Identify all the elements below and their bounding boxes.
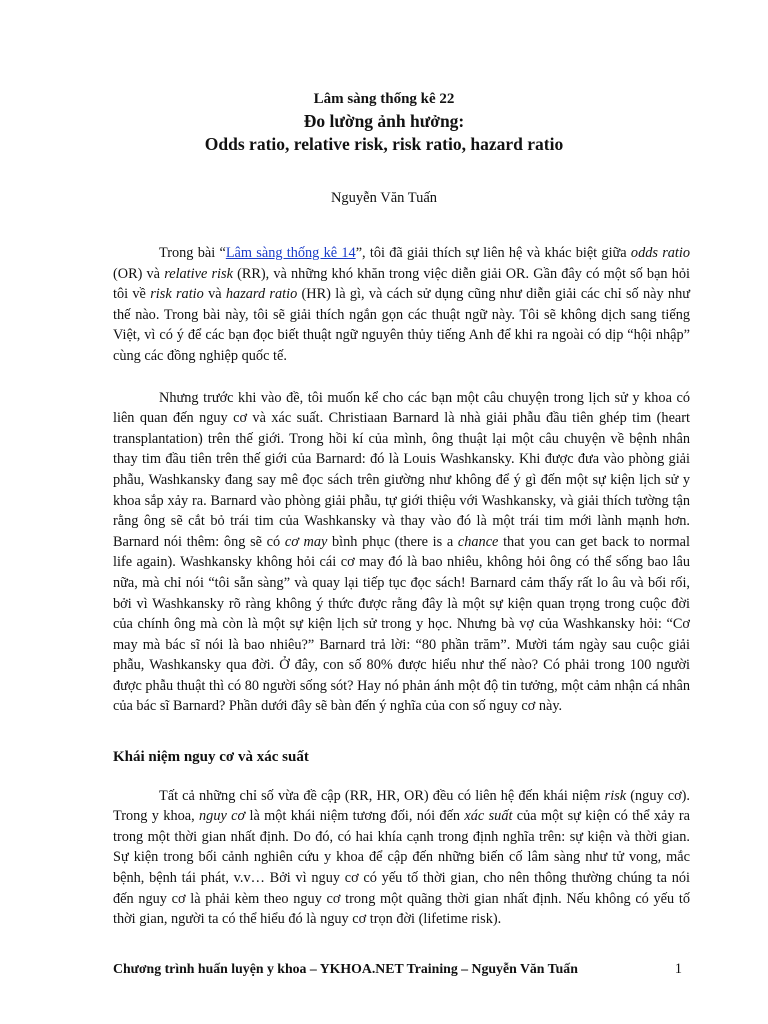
text-run: (OR) và <box>113 265 165 282</box>
paragraph-risk-concept <box>113 786 690 930</box>
term-co-may: cơ may <box>284 533 328 550</box>
text-run: và <box>203 286 226 303</box>
term-odds-ratio: odds ratio <box>630 245 691 261</box>
text-run: Nhưng trước khi vào đề, tôi muốn kể cho các bạn một câu chuyện trong lịch sử y khoa có liên quan đến nguy cơ và xác suất. Christiaan Barnard là nhà giải phẫu đầu tiên ghép tim (heart transplantation) trên thế giới. Trong hồi kí của mình, ông thuật lại một câu chuyện về bệnh nhân thay tim đầu tiên trên thế giới của Barnard: đó là Louis Washkansky. Khi được đưa vào phòng giải phẫu, Washkansky đang say mê đọc sách trên giường như không để ý gì đến một sự kiện lịch sử y khoa sắp xảy ra. Barnard vào phòng giải phẫu, tự giới thiệu với Washkansky, và giải thích tường tận rằng ông sẽ cắt bỏ trái tim của Washkansky và thay vào đó là một trái tim mới lành mạnh hơn. Barnard nói thêm: ông sẽ có <box>113 389 690 550</box>
term-risk-ratio: risk ratio <box>150 286 204 303</box>
text-run: Trong bài “ <box>159 245 226 261</box>
term-risk: risk <box>604 787 627 804</box>
paragraph-intro <box>113 243 690 367</box>
term-chance: chance <box>457 533 499 550</box>
text-run: that you can get back to normal life again). Washkansky không hỏi cái cơ may đó là bao nhiêu, không hỏi ông có thể sống bao lâu nữa, mà chỉ nói “tôi sẵn sàng” và quay lại tiếp tục đọc sách! Barnard cảm thấy rất lo âu và bối rối, bởi vì Washkansky rõ ràng không ý thức được rằng đây là một sự kiện quan trọng trong cuộc đời của chính ông mà còn là một sự kiện lịch sử trong y học. Nhưng bà vợ của Washkansky hỏi: “Cơ may mà bác sĩ nói là bao nhiêu?” Barnard trả lời: “80 phần trăm”. Mười tám ngày sau cuộc giải phẫu, Washkansky qua đời. Ở đây, con số 80% được hiểu như thế nào? Có phải trong 100 người được phẫu thuật thì có 80 người sống sót? Hay nó phản ánh một độ tin tưởng, một cảm nhận cá nhân của bác sĩ Barnard? Phần dưới đây sẽ bàn đến ý nghĩa của con số nguy cơ này. <box>113 533 690 715</box>
text-run: (RR), và những khó khăn trong việc diễn giải OR. Gần đây có một số bạn hỏi tôi về <box>113 265 690 303</box>
article-body <box>113 243 690 930</box>
text-run: ”, tôi đã giải thích sự liên hệ và khác biệt giữa <box>355 245 631 261</box>
term-hazard-ratio: hazard ratio <box>225 286 298 303</box>
link-lam-sang-thong-ke-14[interactable]: Lâm sàng thống kê 14 <box>225 245 356 261</box>
section-heading: Khái niệm nguy cơ và xác suất <box>113 749 309 766</box>
text-run: là một khái niệm tương đối, nói đến <box>245 808 465 825</box>
title-line-1: Đo lường ảnh hưởng: <box>303 111 465 131</box>
page-footer <box>113 961 690 977</box>
text-run: (HR) là gì, và cách sử dụng cũng như diễn giải các chỉ số này như thế nào. Trong bài này, tôi sẽ giải thích ngắn gọn các thuật ngữ này. Tôi sẽ không dịch sang tiếng Việt, vì có ý để các bạn đọc biết thuật ngữ nguyên thủy tiếng Anh để khi ra ngoài có dịp “hội nhập” cùng các đồng nghiệp quốc tế. <box>113 286 690 364</box>
footer-text: Chương trình huấn luyện y khoa – YKHOA.NET Training – Nguyễn Văn Tuấn <box>113 961 578 976</box>
series-label: Lâm sàng thống kê 22 <box>313 91 455 107</box>
term-xac-suat: xác suất <box>464 808 513 825</box>
term-nguy-co: nguy cơ <box>199 808 246 825</box>
text-run: (nguy cơ). Trong y khoa, <box>113 787 690 825</box>
page-number: 1 <box>674 961 682 977</box>
text-run: bình phục (there is a <box>327 533 458 550</box>
paragraph-story <box>113 388 690 718</box>
term-relative-risk: relative risk <box>164 265 233 282</box>
author-name: Nguyễn Văn Tuấn <box>330 190 438 206</box>
text-run: Tất cả những chỉ số vừa đề cập (RR, HR, OR) đều có liên hệ đến khái niệm <box>159 787 605 804</box>
text-run: của một sự kiện có thể xảy ra trong một thời gian nhất định. Do đó, có hai khía cạnh trong định nghĩa trên: sự kiện và thời gian. Sự kiện trong bối cảnh nghiên cứu y khoa để cập đến những biến cố lâm sàng như tử vong, mắc bệnh, bệnh tái phát, v.v… Bởi vì nguy cơ có yếu tố thời gian, cho nên thông thường chúng ta nói đến nguy cơ là phải kèm theo nguy cơ trong một quãng thời gian nhất định. Nếu không có yếu tố thời gian, người ta có thể hiểu đó là nguy cơ trọn đời (lifetime risk). <box>113 808 690 928</box>
title-line-2: Odds ratio, relative risk, risk ratio, hazard ratio <box>204 134 564 154</box>
